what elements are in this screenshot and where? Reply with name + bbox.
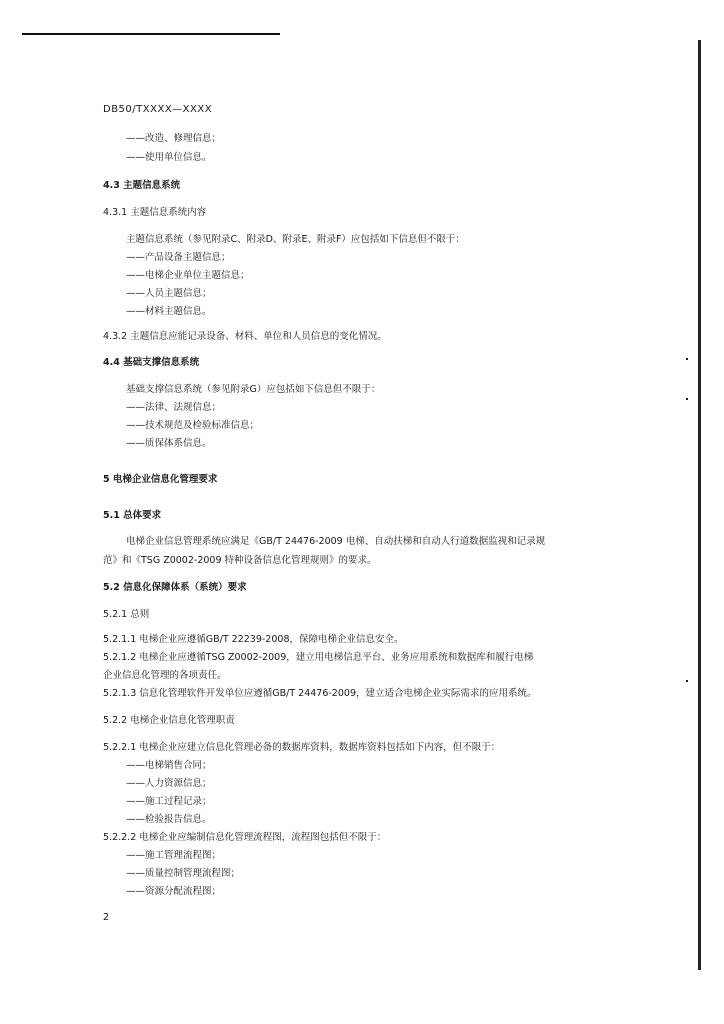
page-number: 2 <box>103 912 110 923</box>
list-item: ——技术规范及检验标准信息； <box>126 420 260 431</box>
subsection-heading: 5.2.2 电梯企业信息化管理职责 <box>103 715 235 726</box>
list-item: ——人员主题信息； <box>126 288 212 299</box>
clause-line: 5.2.1.2 电梯企业应遵循TSG Z0002-2009，建立用电梯信息平台、业务应用系统和数据库和履行电梯 <box>103 652 534 663</box>
paragraph-line: 基础支撑信息系统（参见附录G）应包括如下信息但不限于： <box>126 384 381 395</box>
paragraph-line: 范》和《TSG Z0002-2009 特种设备信息化管理规则》的要求。 <box>103 555 377 566</box>
subsection-heading: 4.3.1 主题信息系统内容 <box>103 207 207 218</box>
scan-mark <box>686 398 688 400</box>
clause-line: 5.2.2.1 电梯企业应建立信息化管理必备的数据库资料，数据库资料包括如下内容，但不限于： <box>103 742 501 753</box>
clause-line: 5.2.1.3 信息化管理软件开发单位应遵循GB/T 24476-2009，建立适合电梯企业实际需求的应用系统。 <box>103 688 537 699</box>
list-item: ——法律、法规信息； <box>126 402 222 413</box>
paragraph-line: 电梯企业信息管理系统应满足《GB/T 24476-2009 电梯、自动扶梯和自动人行道数据监视和记录规 <box>126 536 546 547</box>
section-heading: 4.3 主题信息系统 <box>103 180 181 191</box>
list-item: ——施工管理流程图； <box>126 850 222 861</box>
scan-edge-line <box>698 40 701 970</box>
clause-line: 企业信息化管理的各项责任。 <box>103 670 227 681</box>
chapter-heading: 5 电梯企业信息化管理要求 <box>103 474 218 485</box>
list-item: ——使用单位信息。 <box>126 152 212 163</box>
scan-mark <box>686 358 688 360</box>
list-item: ——电梯销售合同； <box>126 760 212 771</box>
list-item: ——人力资源信息； <box>126 778 212 789</box>
paragraph-line: 主题信息系统（参见附录C、附录D、附录E、附录F）应包括如下信息但不限于： <box>126 234 465 245</box>
list-item: ——改造、修理信息； <box>126 133 222 144</box>
clause-line: 5.2.2.2 电梯企业应编制信息化管理流程图，流程图包括但不限于： <box>103 832 387 843</box>
list-item: ——电梯企业单位主题信息； <box>126 270 250 281</box>
section-heading: 5.1 总体要求 <box>103 510 162 521</box>
document-code: DB50/TXXXX—XXXX <box>103 104 213 115</box>
scan-mark <box>686 680 688 682</box>
clause-line: 5.2.1.1 电梯企业应遵循GB/T 22239-2008，保障电梯企业信息安全。 <box>103 634 404 645</box>
subsection-heading: 4.3.2 主题信息应能记录设备、材料、单位和人员信息的变化情况。 <box>103 331 387 342</box>
list-item: ——施工过程记录； <box>126 796 212 807</box>
section-heading: 5.2 信息化保障体系（系统）要求 <box>103 582 247 593</box>
header-rule <box>22 33 280 35</box>
list-item: ——材料主题信息。 <box>126 306 212 317</box>
subsection-heading: 5.2.1 总则 <box>103 609 150 620</box>
list-item: ——质保体系信息。 <box>126 438 212 449</box>
section-heading: 4.4 基础支撑信息系统 <box>103 357 200 368</box>
list-item: ——资源分配流程图； <box>126 886 222 897</box>
list-item: ——检验报告信息。 <box>126 814 212 825</box>
list-item: ——质量控制管理流程图； <box>126 868 241 879</box>
list-item: ——产品设备主题信息； <box>126 252 231 263</box>
